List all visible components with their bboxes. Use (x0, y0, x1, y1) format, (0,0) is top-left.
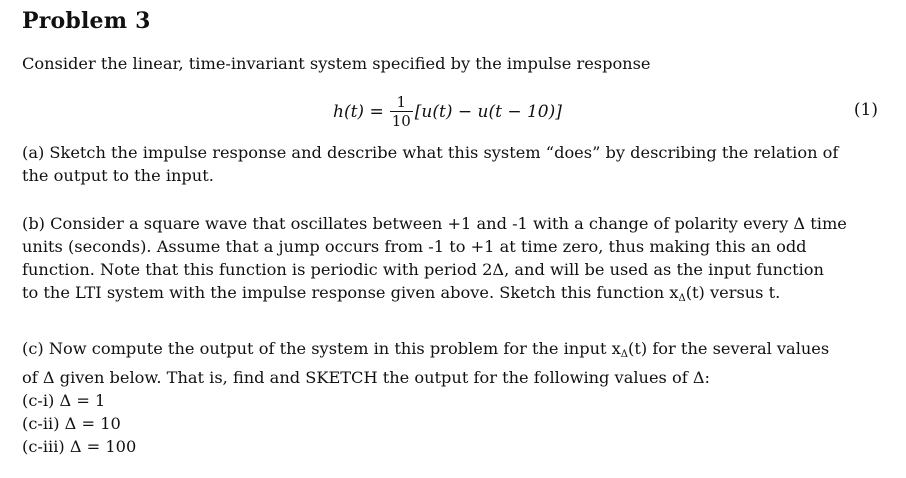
equation-rhs: [u(t) − u(t − 10)] (414, 101, 562, 122)
part-b-paragraph (22, 212, 882, 310)
part-b-line-1: (b) Consider a square wave that oscillates between +1 and -1 with a change of polarity every Δ time (22, 214, 847, 233)
fraction-numerator: 1 (396, 93, 407, 111)
part-b-line-4-start: to the LTI system with the impulse response given above. Sketch this function x (22, 283, 679, 302)
part-b-line-2: units (seconds). Assume that a jump occurs from -1 to +1 at time zero, thus making this an odd (22, 237, 807, 256)
fraction-denominator: 10 (391, 112, 411, 130)
part-a-line-1: (a) Sketch the impulse response and describe what this system “does” by describing the relation of (22, 143, 839, 162)
part-c-paragraph (22, 337, 882, 458)
equation-lhs: h(t) = (333, 101, 384, 122)
part-b-line-3: function. Note that this function is periodic with period 2Δ, and will be used as the input function (22, 260, 824, 279)
part-c-item-i: (c-i) Δ = 1 (22, 391, 106, 410)
part-c-item-ii: (c-ii) Δ = 10 (22, 414, 121, 433)
equation-fraction (390, 94, 413, 129)
problem-title: Problem 3 (22, 8, 151, 34)
part-c-subscript: Δ (620, 349, 629, 360)
part-a-line-2: the output to the input. (22, 166, 214, 185)
part-a-paragraph (22, 141, 882, 187)
part-b-subscript: Δ (678, 293, 686, 304)
part-c-line-2: of Δ given below. That is, find and SKETCH the output for the following values of Δ: (22, 368, 711, 387)
part-b-line-4-end: (t) versus t. (685, 283, 781, 302)
equation-1 (0, 86, 906, 136)
part-c-item-iii: (c-iii) Δ = 100 (22, 437, 137, 456)
part-c-line-1 (22, 337, 882, 366)
intro-paragraph (22, 52, 882, 75)
equation-number: (1) (853, 100, 878, 120)
part-c-line-1-end: (t) for the several values (628, 339, 830, 358)
part-b-line-4 (22, 281, 882, 310)
part-c-line-1-start: (c) Now compute the output of the system in this problem for the input x (22, 339, 621, 358)
equation-body (333, 94, 562, 129)
intro-line: Consider the linear, time-invariant system specified by the impulse response (22, 54, 651, 73)
